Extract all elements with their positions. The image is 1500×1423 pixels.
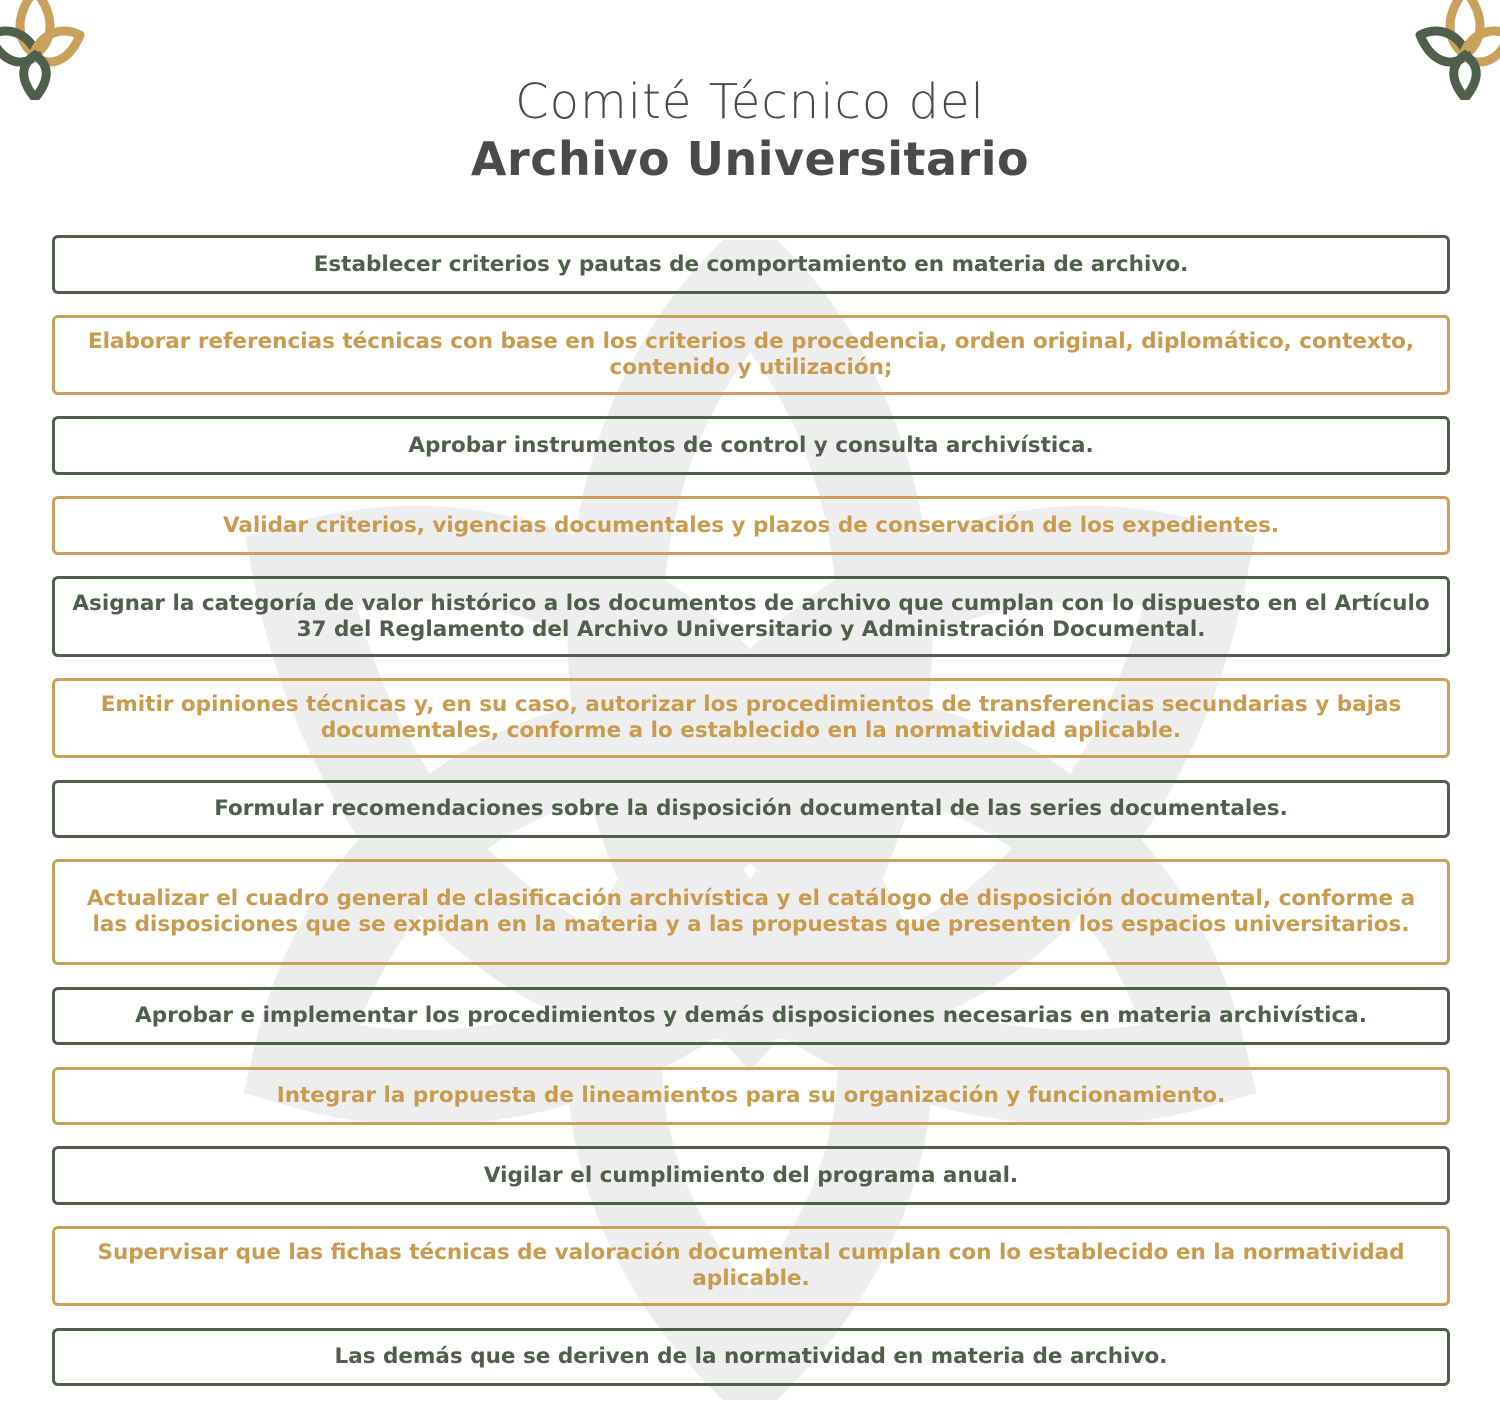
page-title-line-1: Comité Técnico del	[515, 74, 985, 130]
list-item: Elaborar referencias técnicas con base en los criterios de procedencia, orden original, diplomático, contexto, contenido y utilización;	[52, 315, 1450, 395]
list-item: Las demás que se deriven de la normatividad en materia de archivo.	[52, 1328, 1450, 1386]
list-item: Establecer criterios y pautas de comportamiento en materia de archivo.	[52, 235, 1450, 294]
list-item: Supervisar que las fichas técnicas de valoración documental cumplan con lo establecido en la normatividad aplicable.	[52, 1226, 1450, 1306]
list-item: Aprobar e implementar los procedimientos y demás disposiciones necesarias en materia archivística.	[52, 987, 1450, 1045]
list-item: Formular recomendaciones sobre la disposición documental de las series documentales.	[52, 780, 1450, 838]
list-item: Emitir opiniones técnicas y, en su caso, autorizar los procedimientos de transferencias secundarias y bajas documentales, conforme a lo establecido en la normatividad aplicable.	[52, 678, 1450, 758]
list-item: Integrar la propuesta de lineamientos para su organización y funcionamiento.	[52, 1067, 1450, 1125]
page-title-line-2: Archivo Universitario	[470, 132, 1030, 186]
list-item: Asignar la categoría de valor histórico a los documentos de archivo que cumplan con lo dispuesto en el Artículo 37 del Reglamento del Archivo Universitario y Administración Documental.	[52, 576, 1450, 657]
list-item: Aprobar instrumentos de control y consulta archivística.	[52, 416, 1450, 475]
list-item: Vigilar el cumplimiento del programa anual.	[52, 1146, 1450, 1205]
list-item: Actualizar el cuadro general de clasificación archivística y el catálogo de disposición documental, conforme a las disposiciones que se expidan en la materia y a las propuestas que presenten los espacios universitarios.	[52, 859, 1450, 965]
list-item: Validar criterios, vigencias documentales y plazos de conservación de los expedientes.	[52, 496, 1450, 555]
